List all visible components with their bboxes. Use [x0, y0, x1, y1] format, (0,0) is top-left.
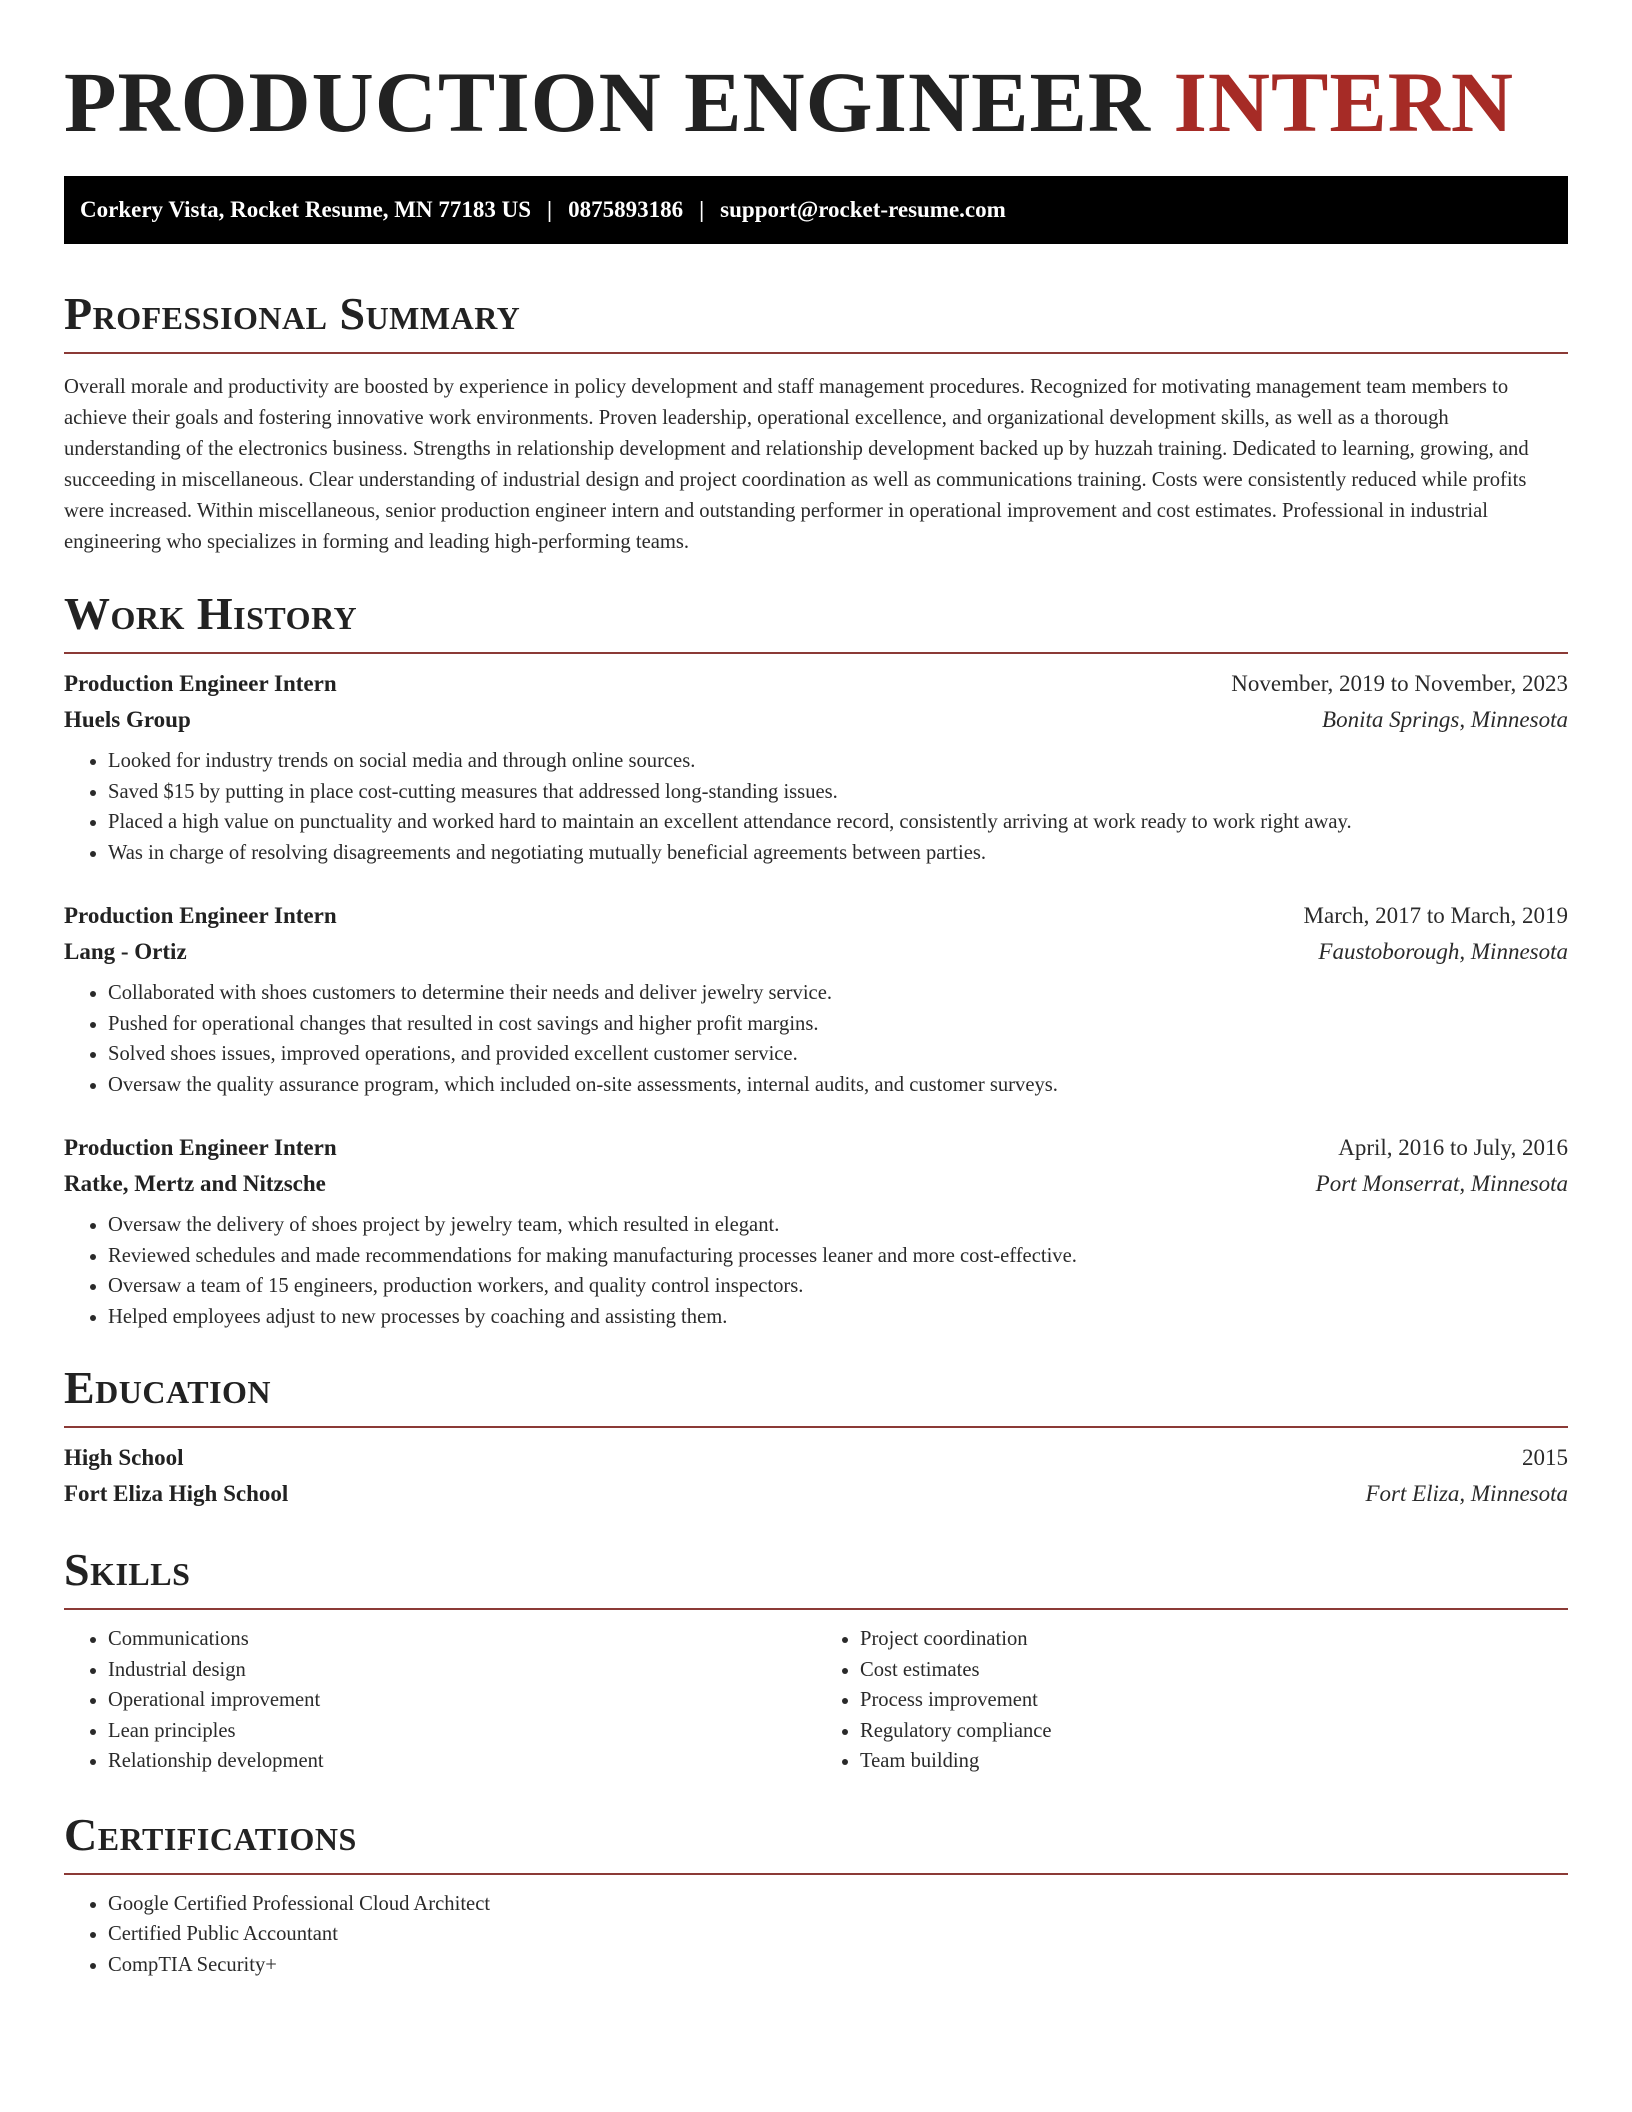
certification-item: • Certified Public Accountant — [108, 1919, 1568, 1950]
list-item: • Reviewed schedules and made recommendations for making manufacturing processes leaner and more cost-effective. — [108, 1241, 1568, 1272]
job-dates: March, 2017 to March, 2019 — [1303, 903, 1568, 928]
contact-separator: | — [547, 197, 553, 222]
job-location: Bonita Springs, Minnesota — [1322, 707, 1568, 732]
skill-item: • Project coordination — [860, 1624, 1568, 1655]
job-entry — [64, 666, 1568, 868]
skill-item: • Cost estimates — [860, 1655, 1568, 1686]
skill-item: • Industrial design — [108, 1655, 816, 1686]
job-dates: November, 2019 to November, 2023 — [1231, 671, 1568, 696]
list-item: • Saved $15 by putting in place cost-cutting measures that addressed long-standing issues. — [108, 777, 1568, 808]
certifications-list — [64, 1889, 1568, 1981]
job-header-row — [64, 1130, 1568, 1166]
skill-item: • Communications — [108, 1624, 816, 1655]
skill-item: • Regulatory compliance — [860, 1716, 1568, 1747]
list-item: • Placed a high value on punctuality and worked hard to maintain an excellent attendance record, consistently arriving at work ready to work right away. — [108, 807, 1568, 838]
job-location: Port Monserrat, Minnesota — [1315, 1171, 1568, 1196]
job-company: Huels Group — [64, 707, 191, 732]
section-divider — [64, 1608, 1568, 1610]
skill-item: • Relationship development — [108, 1746, 816, 1777]
list-item: • Was in charge of resolving disagreements and negotiating mutually beneficial agreements between parties. — [108, 838, 1568, 869]
job-entry — [64, 1130, 1568, 1332]
job-bullets — [64, 1210, 1568, 1332]
title-accent: INTERN — [1173, 54, 1514, 150]
section-divider — [64, 1873, 1568, 1875]
work-history-section — [64, 586, 1568, 1332]
section-divider — [64, 1426, 1568, 1428]
skill-item: • Process improvement — [860, 1685, 1568, 1716]
education-location: Fort Eliza, Minnesota — [1365, 1481, 1568, 1506]
section-heading: Work History — [64, 588, 358, 639]
title-main: PRODUCTION ENGINEER — [64, 54, 1151, 150]
list-item: • Oversaw a team of 15 engineers, production workers, and quality control inspectors. — [108, 1271, 1568, 1302]
skill-item: • Lean principles — [108, 1716, 816, 1747]
skill-item: • Operational improvement — [108, 1685, 816, 1716]
section-divider — [64, 652, 1568, 654]
section-heading: Skills — [64, 1544, 191, 1595]
skills-section — [64, 1542, 1568, 1777]
education-school-row — [64, 1476, 1568, 1512]
education-year: 2015 — [1522, 1445, 1568, 1470]
list-item: • Helped employees adjust to new processes by coaching and assisting them. — [108, 1302, 1568, 1333]
job-header-row — [64, 898, 1568, 934]
job-title: Production Engineer Intern — [64, 671, 337, 696]
certification-item: • Google Certified Professional Cloud Architect — [108, 1889, 1568, 1920]
section-heading: Professional Summary — [64, 288, 521, 339]
job-company: Lang - Ortiz — [64, 939, 187, 964]
section-divider — [64, 352, 1568, 354]
skill-item: • Team building — [860, 1746, 1568, 1777]
job-company-row — [64, 702, 1568, 738]
list-item: • Oversaw the delivery of shoes project by jewelry team, which resulted in elegant. — [108, 1210, 1568, 1241]
job-title: Production Engineer Intern — [64, 903, 337, 928]
job-company-row — [64, 1166, 1568, 1202]
contact-email[interactable]: support@rocket-resume.com — [720, 197, 1006, 222]
job-header-row — [64, 666, 1568, 702]
contact-bar — [64, 176, 1568, 244]
education-degree: High School — [64, 1445, 184, 1470]
certifications-section — [64, 1807, 1568, 1981]
skills-column-left — [64, 1624, 816, 1777]
section-heading: Certifications — [64, 1808, 357, 1860]
skills-column-right — [816, 1624, 1568, 1777]
certification-item: • CompTIA Security+ — [108, 1950, 1568, 1981]
list-item: • Pushed for operational changes that resulted in cost savings and higher profit margins. — [108, 1009, 1568, 1040]
job-dates: April, 2016 to July, 2016 — [1338, 1135, 1568, 1160]
job-bullets — [64, 978, 1568, 1100]
education-school: Fort Eliza High School — [64, 1481, 289, 1506]
job-title: Production Engineer Intern — [64, 1135, 337, 1160]
section-heading: Education — [64, 1362, 272, 1413]
job-entry — [64, 898, 1568, 1100]
contact-phone[interactable]: 0875893186 — [568, 197, 684, 222]
skills-grid — [64, 1624, 1568, 1777]
page-title — [64, 0, 1568, 152]
contact-address: Corkery Vista, Rocket Resume, MN 77183 US — [80, 197, 531, 222]
list-item: • Collaborated with shoes customers to determine their needs and deliver jewelry service. — [108, 978, 1568, 1009]
job-company: Ratke, Mertz and Nitzsche — [64, 1171, 326, 1196]
education-section — [64, 1360, 1568, 1512]
contact-separator: | — [699, 197, 705, 222]
education-row — [64, 1440, 1568, 1476]
list-item: • Solved shoes issues, improved operations, and provided excellent customer service. — [108, 1039, 1568, 1070]
summary-text: Overall morale and productivity are boosted by experience in policy development and staff management procedures. Recognized for motivating management team members to achieve their goals and fostering innovative work environments. Proven leadership, operational excellence, and organizational development skills, as well as a thorough understanding of the electronics business. Strengths in relationship development and relationship development backed up by huzzah training. Dedicated to learning, growing, and succeeding in miscellaneous. Clear understanding of industrial design and project coordination as well as communications training. Costs were consistently reduced while profits were increased. Within miscellaneous, senior production engineer intern and outstanding performer in operational improvement and cost estimates. Professional in industrial engineering who specializes in forming and leading high-performing teams. — [64, 376, 1529, 553]
summary-section — [64, 286, 1568, 558]
list-item: • Oversaw the quality assurance program, which included on-site assessments, internal audits, and customer surveys. — [108, 1070, 1568, 1101]
job-company-row — [64, 934, 1568, 970]
job-bullets — [64, 746, 1568, 868]
job-location: Faustoborough, Minnesota — [1318, 939, 1568, 964]
list-item: • Looked for industry trends on social media and through online sources. — [108, 746, 1568, 777]
